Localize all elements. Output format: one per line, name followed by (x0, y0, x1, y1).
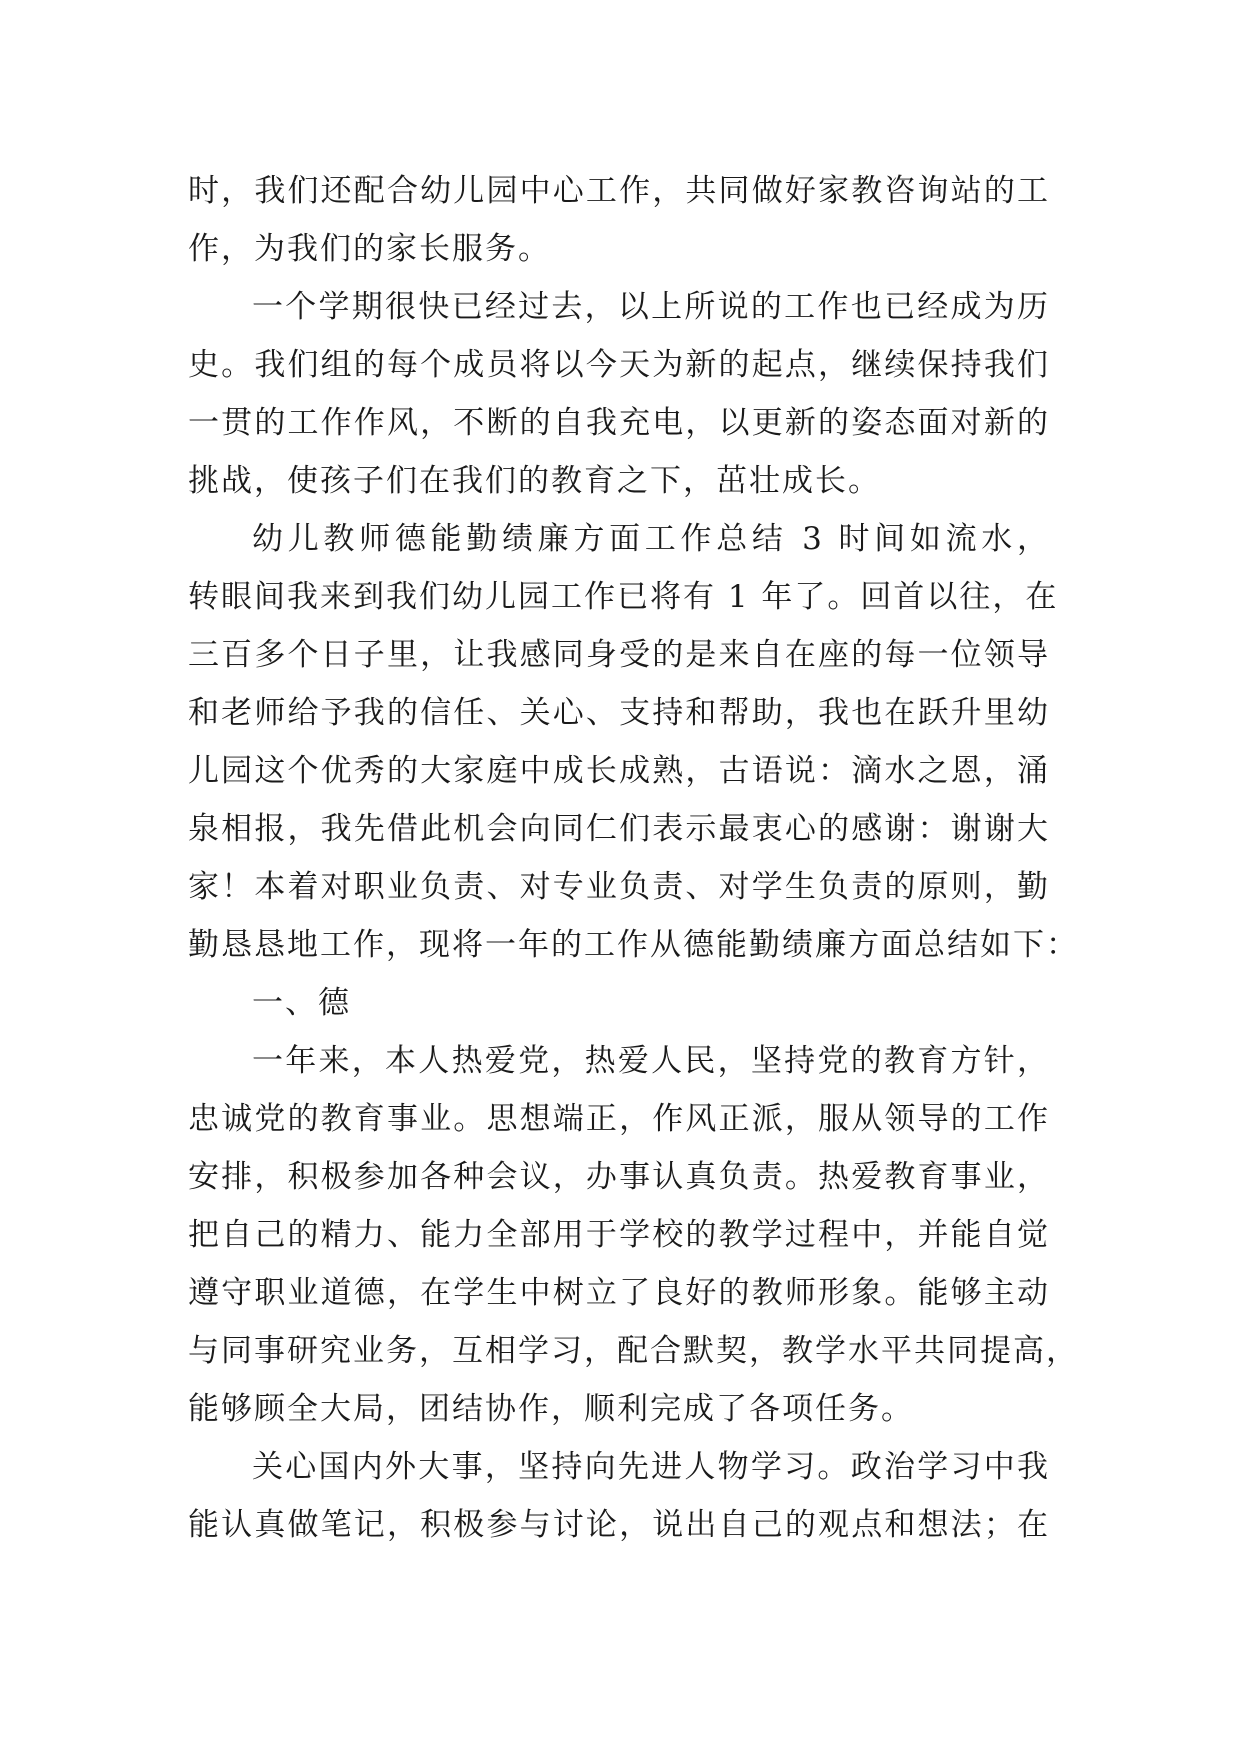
paragraph-line: 勤恳恳地工作，现将一年的工作从德能勤绩廉方面总结如下： (188, 927, 1079, 963)
paragraph-line: 一年来，本人热爱党，热爱人民，坚持党的教育方针， (252, 1043, 1050, 1079)
paragraph-line: 和老师给予我的信任、关心、支持和帮助，我也在跃升里幼 (188, 695, 1050, 731)
section-heading-de: 一、德 (252, 985, 351, 1021)
paragraph-line: 一贯的工作作风，不断的自我充电，以更新的姿态面对新的 (188, 405, 1050, 441)
paragraph-line: 忠诚党的教育事业。思想端正，作风正派，服从领导的工作 (188, 1101, 1050, 1137)
document-body (188, 162, 1079, 1554)
section-title: 幼儿教师德能勤绩廉方面工作总结 3 (252, 521, 824, 557)
paragraph-line: 与同事研究业务，互相学习，配合默契，教学水平共同提高， (188, 1333, 1079, 1369)
paragraph-line: 安排，积极参加各种会议，办事认真负责。热爱教育事业， (188, 1159, 1050, 1195)
paragraph-line: 三百多个日子里，让我感同身受的是来自在座的每一位领导 (188, 637, 1050, 673)
paragraph-line: 家！本着对职业负责、对专业负责、对学生负责的原则，勤 (188, 869, 1050, 905)
paragraph-line: 作，为我们的家长服务。 (188, 231, 551, 267)
paragraph-line: 一个学期很快已经过去，以上所说的工作也已经成为历 (252, 289, 1050, 325)
paragraph-line: 遵守职业道德，在学生中树立了良好的教师形象。能够主动 (188, 1275, 1050, 1311)
paragraph-line: 挑战，使孩子们在我们的教育之下，茁壮成长。 (188, 463, 881, 499)
paragraph-line: 把自己的精力、能力全部用于学校的教学过程中，并能自觉 (188, 1217, 1050, 1253)
paragraph-line: 泉相报，我先借此机会向同仁们表示最衷心的感谢：谢谢大 (188, 811, 1050, 847)
paragraph-line: 史。我们组的每个成员将以今天为新的起点，继续保持我们 (188, 347, 1050, 383)
paragraph-line: 能认真做笔记，积极参与讨论，说出自己的观点和想法；在 (188, 1507, 1050, 1543)
paragraph-line: 能够顾全大局，团结协作，顺利完成了各项任务。 (188, 1391, 914, 1427)
paragraph-line: 转眼间我来到我们幼儿园工作已将有 1 年了。回首以往，在 (188, 579, 1059, 615)
paragraph-lead: 时间如流水， (838, 521, 1051, 557)
paragraph-line: 儿园这个优秀的大家庭中成长成熟，古语说：滴水之恩，涌 (188, 753, 1050, 789)
paragraph-line: 关心国内外大事，坚持向先进人物学习。政治学习中我 (252, 1449, 1050, 1485)
paragraph-line: 时，我们还配合幼儿园中心工作，共同做好家教咨询站的工 (188, 173, 1050, 209)
section-title-line (188, 510, 1050, 568)
